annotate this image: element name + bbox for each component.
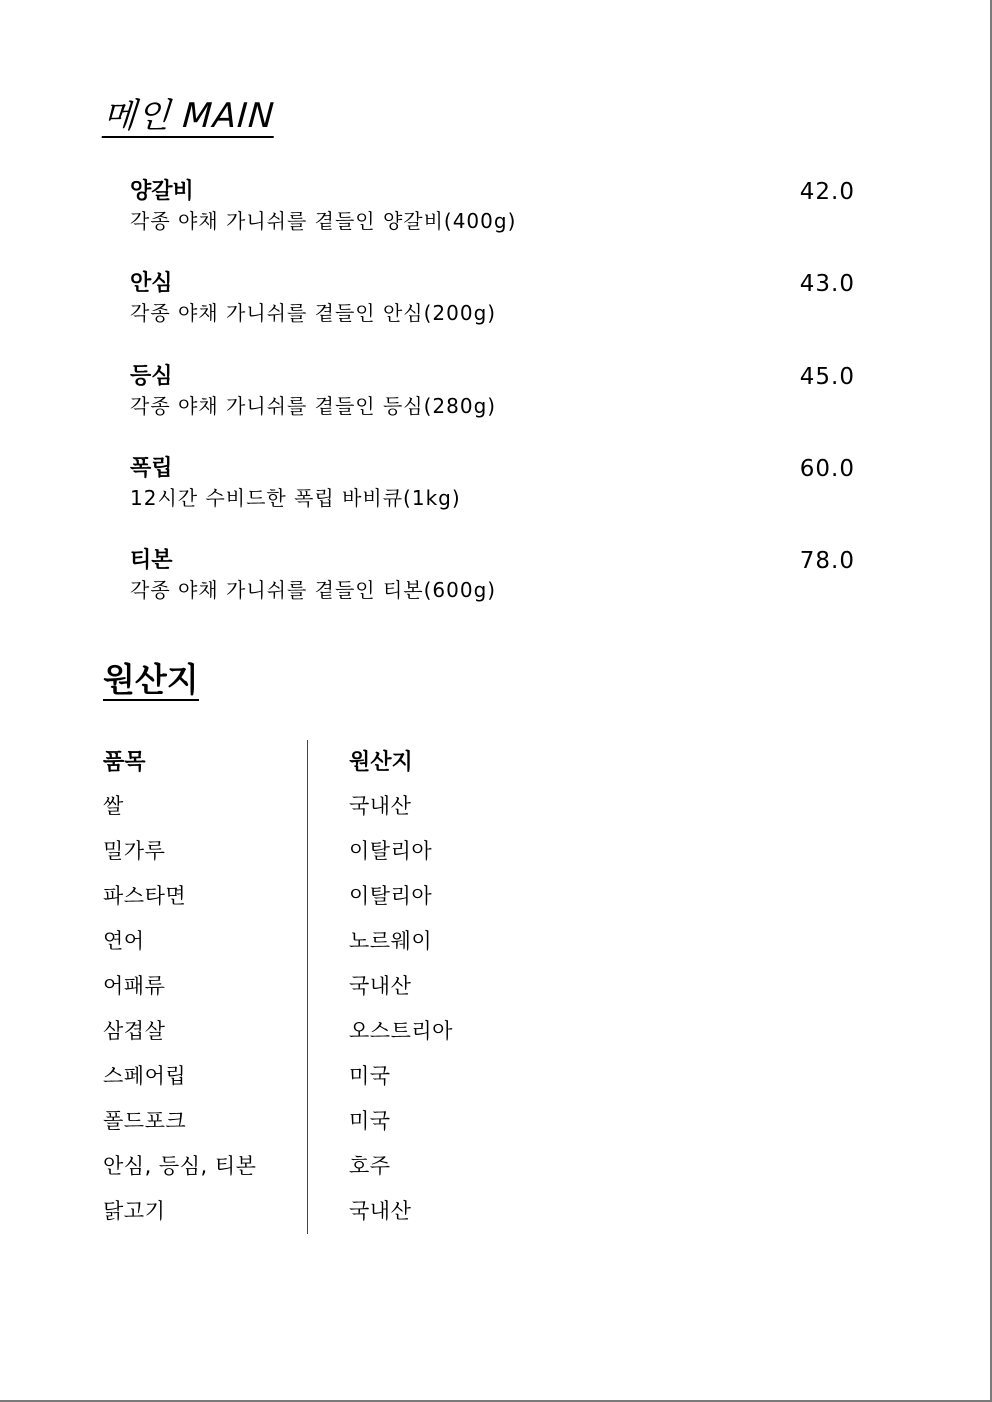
menu-item-description: 12시간 수비드한 폭립 바비큐(1kg) (130, 486, 461, 510)
menu-item-name: 등심 (130, 364, 173, 389)
item-cell: 스페어립 (103, 1064, 187, 1088)
item-cell: 어패류 (103, 974, 166, 998)
origin-column-header: 원산지 (349, 750, 413, 775)
origin-cell: 노르웨이 (349, 929, 433, 953)
table-row (103, 972, 523, 1002)
menu-item-name: 폭립 (130, 456, 173, 481)
item-cell: 파스타면 (103, 884, 187, 908)
item-cell: 밀가루 (103, 839, 166, 863)
item-cell: 삼겹살 (103, 1019, 166, 1043)
table-row (103, 927, 523, 957)
menu-item-description: 각종 야채 가니쉬를 곁들인 티본(600g) (130, 578, 497, 602)
origin-cell: 호주 (349, 1154, 391, 1178)
origin-cell: 국내산 (349, 1199, 412, 1223)
origin-section-title: 원산지 (103, 660, 199, 699)
origin-cell: 오스트리아 (349, 1019, 453, 1043)
item-cell: 연어 (103, 929, 145, 953)
table-row (103, 1197, 523, 1227)
table-row (103, 1017, 523, 1047)
menu-item-price: 43.0 (799, 271, 855, 297)
table-row (103, 1107, 523, 1137)
origin-cell: 이탈리아 (349, 884, 433, 908)
table-row (103, 792, 523, 822)
origin-cell: 국내산 (349, 794, 412, 818)
table-row (103, 882, 523, 912)
table-row (103, 837, 523, 867)
menu-item-description: 각종 야채 가니쉬를 곁들인 등심(280g) (130, 394, 497, 418)
menu-item-description: 각종 야채 가니쉬를 곁들인 양갈비(400g) (130, 209, 517, 233)
menu-item-price: 60.0 (799, 456, 855, 482)
origin-cell: 미국 (349, 1064, 391, 1088)
origin-cell: 이탈리아 (349, 839, 433, 863)
menu-item-name: 티본 (130, 548, 173, 573)
item-column-header: 품목 (103, 750, 146, 775)
menu-item-price: 78.0 (799, 548, 855, 574)
menu-item (130, 271, 855, 341)
item-cell: 안심, 등심, 티본 (103, 1154, 257, 1178)
table-row (103, 1152, 523, 1182)
menu-item-name: 양갈비 (130, 179, 194, 204)
item-cell: 쌀 (103, 794, 124, 818)
menu-item-price: 45.0 (799, 364, 855, 390)
table-row (103, 1062, 523, 1092)
menu-item-name: 안심 (130, 271, 173, 296)
menu-item (130, 364, 855, 434)
main-section-title: 메인 MAIN (101, 96, 277, 136)
origin-cell: 미국 (349, 1109, 391, 1133)
item-cell: 닭고기 (103, 1199, 166, 1223)
origin-cell: 국내산 (349, 974, 412, 998)
menu-item (130, 179, 855, 249)
menu-item-price: 42.0 (799, 179, 855, 205)
origin-table (103, 740, 523, 1234)
menu-item-description: 각종 야채 가니쉬를 곁들인 안심(200g) (130, 301, 497, 325)
item-cell: 폴드포크 (103, 1109, 187, 1133)
menu-item (130, 548, 855, 618)
menu-item (130, 456, 855, 526)
